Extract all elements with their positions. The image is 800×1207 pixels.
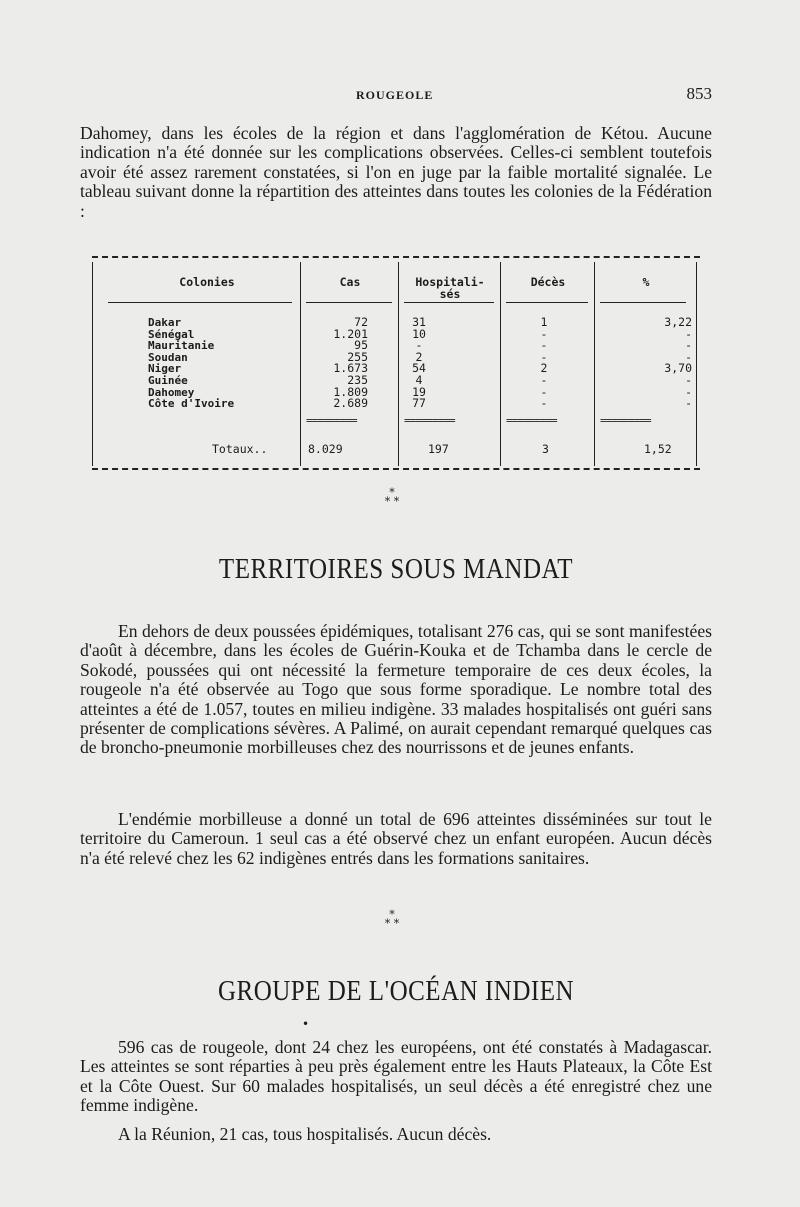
totals-cas: 8.029: [308, 442, 343, 456]
table-vline: [398, 262, 399, 466]
header-rule: [404, 302, 494, 303]
header-percent: %: [642, 275, 650, 289]
table-bottom-rule: [92, 468, 700, 470]
header-rule: [600, 302, 686, 303]
totals-label: Totaux..: [212, 442, 268, 456]
running-header: [80, 84, 712, 108]
header-rule: [306, 302, 392, 303]
header-colonies: Colonies: [179, 275, 235, 289]
percent-column: 3,22 - - - 3,70 - - -: [664, 315, 692, 411]
sum-rule-cas: =========: [306, 414, 357, 427]
sum-rule-percent: =========: [600, 414, 651, 427]
table-vline: [594, 262, 595, 466]
paragraph-dahomey: Dahomey, dans les écoles de la région et dans l'agglomération de Kétou. Aucune indication n'a été donnée sur les complications observées. Celles-ci semblent toutefois avoir été assez rarement constatées, si l'on en juge par la faible mortalité signalée. Le tableau suivant donne la répartition des atteintes dans toutes les colonies de la Fédération :: [80, 123, 712, 221]
cas-column: 72 1.201 95 255 1.673 235 1.809 2.689: [333, 315, 368, 411]
colonies-table: [92, 256, 700, 470]
header-deces: Décès: [530, 275, 566, 289]
header-rule: [108, 302, 292, 303]
running-title: ROUGEOLE: [356, 88, 434, 102]
paragraph-cameroun: L'endémie morbilleuse a donné un total de 696 atteintes disséminées sur tout le territoire du Cameroun. 1 seul cas a été observé chez un enfant européen. Aucun décès n'a été relevé chez les 62 indigènes entrés dans les formations sanitaires.: [80, 809, 712, 868]
totals-hospitalises: 197: [428, 442, 449, 456]
colonies-column: Dakar Sénégal Mauritanie Soudan Niger Guinée Dahomey Côte d'Ivoire: [148, 316, 235, 411]
heading-groupe-ocean-indien: GROUPE DE L'OCÉAN INDIEN: [217, 975, 575, 1007]
sum-rule-hospitalises: =========: [404, 414, 455, 427]
table-vline: [92, 262, 93, 466]
asterism-separator: * * *: [384, 486, 400, 508]
table-vline: [696, 262, 697, 466]
sum-rule-deces: =========: [506, 414, 557, 427]
table-vline: [300, 262, 301, 466]
paragraph-reunion: A la Réunion, 21 cas, tous hospitalisés. Aucun décès.: [118, 1124, 492, 1144]
deces-column: 1 - - - 2 - - -: [540, 315, 548, 411]
hospitalises-column: 31 10 - 2 54 4 19 77: [412, 315, 426, 411]
table-vline: [500, 262, 501, 466]
table-top-rule: [92, 256, 700, 258]
totals-deces: 3: [542, 442, 549, 456]
bullet-separator: •: [302, 1017, 310, 1031]
totals-percent: 1,52: [644, 442, 672, 456]
asterism-separator: * * *: [384, 908, 400, 930]
paragraph-madagascar: 596 cas de rougeole, dont 24 chez les européens, ont été constatés à Madagascar. Les atteintes se sont réparties à peu près également entre les Hauts Plateaux, la Côte Est et la Côte Ouest. Sur 60 malades hospitalisés, un seul décès a été enregistré chez une femme indigène.: [80, 1037, 712, 1116]
paragraph-togo: En dehors de deux poussées épidémiques, totalisant 276 cas, qui se sont manifestées d'août à décembre, dans les écoles de Guérin-Kouka et de Tchamba dans le cercle de Sokodé, poussées qui ont nécessité la fermeture temporaire de ces deux écoles, la rougeole n'a été observée au Togo que sous forme sporadique. Le nombre total des atteintes a été de 1.057, toutes en milieu indigène. 33 malades hospitalisés ont guéri sans présenter de complications sévères. A Palimé, on aurait cependant remarqué quelques cas de broncho-pneumonie morbilleuses chez des nourrissons et de jeunes enfants.: [80, 621, 712, 758]
page-number: 853: [686, 84, 712, 103]
header-cas: Cas: [339, 275, 361, 289]
header-hospitalises: Hospitali- sés: [415, 275, 485, 301]
header-rule: [506, 302, 588, 303]
heading-territoires-sous-mandat: TERRITOIRES SOUS MANDAT: [218, 553, 574, 585]
